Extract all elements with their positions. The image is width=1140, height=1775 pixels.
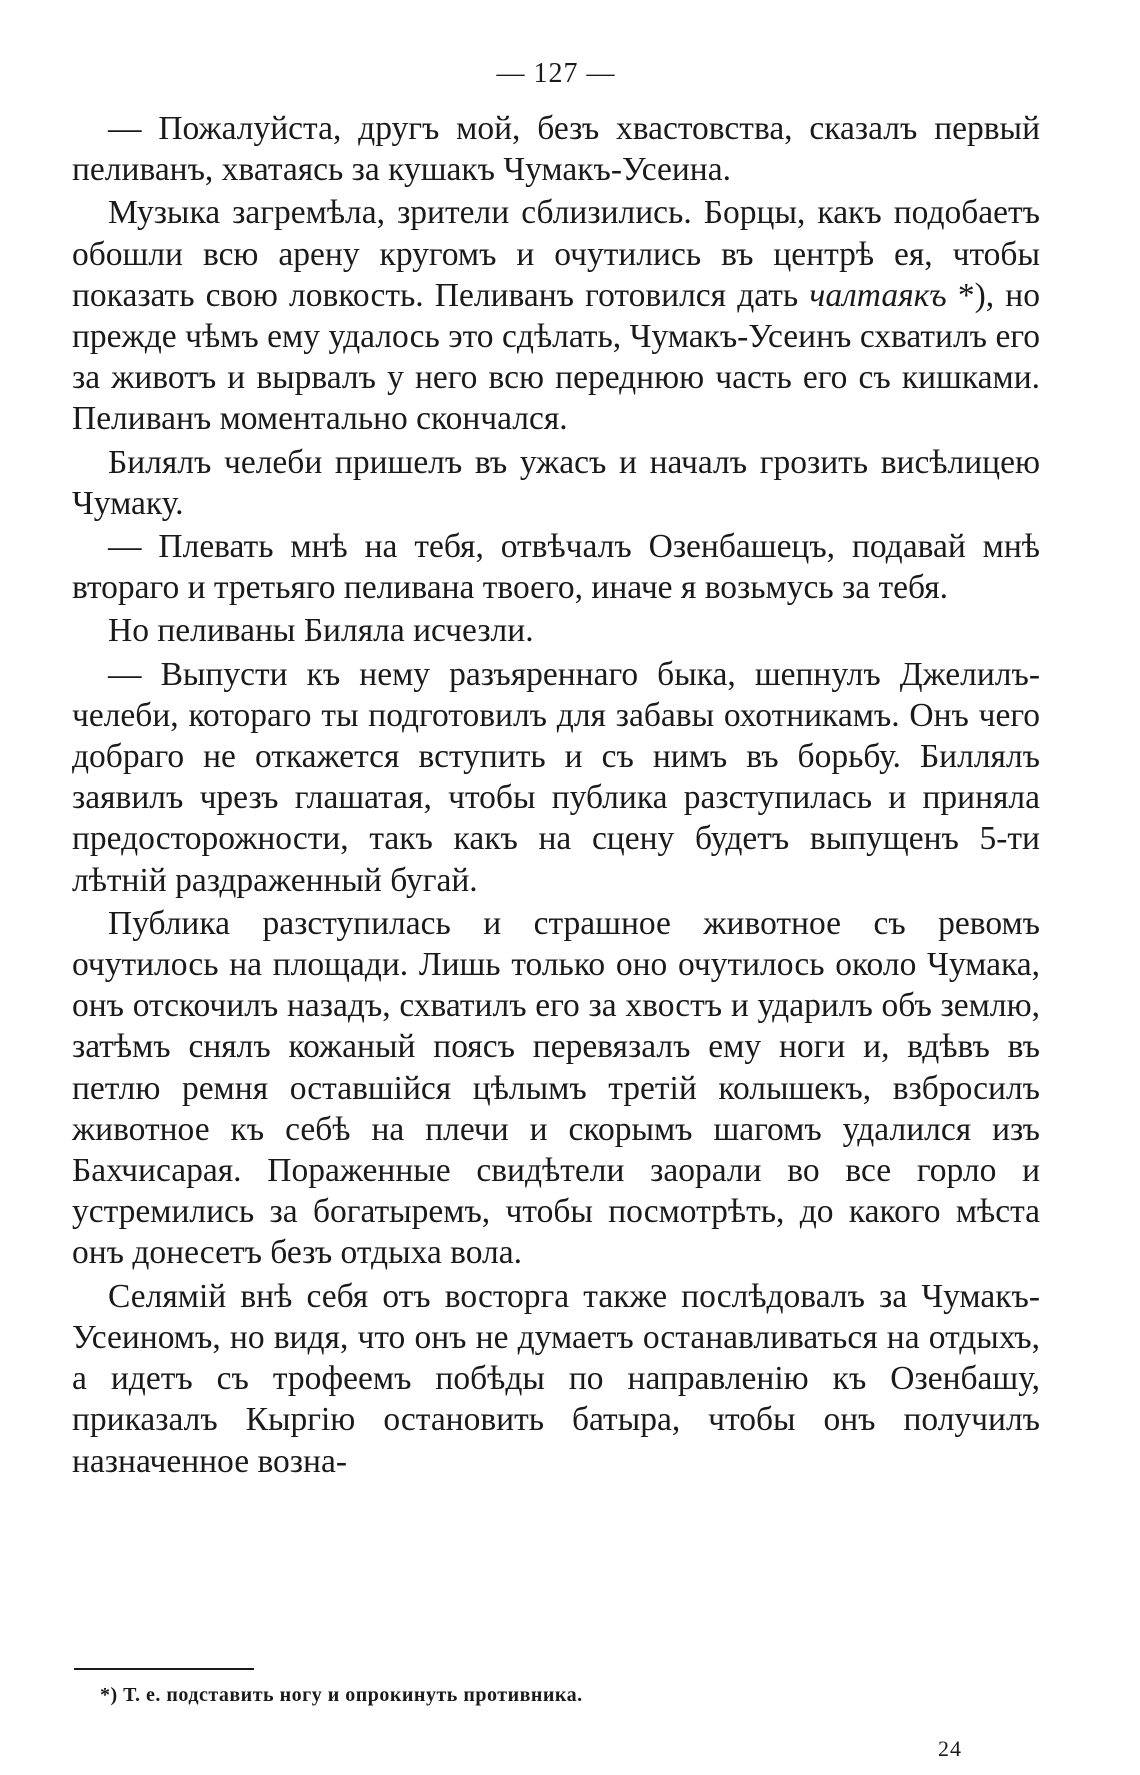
italic-term: чалтаякъ <box>809 276 947 314</box>
paragraph: Билялъ челеби пришелъ въ ужасъ и началъ грозить висѣлицею Чумаку. <box>72 443 1040 522</box>
paragraph: — Выпусти къ нему разъяреннаго быка, шепнулъ Джелилъ-челеби, котораго ты подготовилъ для забавы охотникамъ. Онъ чего добраго не откажется вступить и съ нимъ въ борьбу. Биллялъ заявилъ чрезъ глашатая, чтобы публика разступилась и приняла предосторожности, такъ какъ на сцену будетъ выпущенъ 5-ти лѣтній раздраженный бугай. <box>72 655 1040 899</box>
paragraph: Но пеливаны Биляла исчезли. <box>108 612 534 650</box>
footnote-divider <box>74 1668 254 1670</box>
signature-mark: 24 <box>938 1736 962 1761</box>
page-number: — 127 — <box>496 58 616 89</box>
footnote: *) Т. е. подставить ногу и опрокинуть противника. <box>100 1684 583 1706</box>
paragraph-text: Музыка загремѣла, зрители сблизились. Борцы, какъ подобаетъ обошли всю арену кругомъ и очутились въ центрѣ ея, чтобы показать свою ловкость. Пеливанъ готовился дать <box>72 194 1040 314</box>
paragraph: Селямій внѣ себя отъ восторга также послѣдовалъ за Чумакъ-Усеиномъ, но видя, что онъ не думаетъ останавливаться на отдыхъ, а идетъ съ трофеемъ побѣды по направленію къ Озенбашу, приказалъ Кыргію остановить батыра, чтобы онъ получилъ назначенное возна- <box>72 1277 1040 1480</box>
paragraph-text-cont: *), но прежде чѣмъ ему удалось это сдѣлать, Чумакъ-Усеинъ схватилъ его за животъ и вырвалъ у него всю переднюю часть его съ кишками. Пеливанъ моментально скончался. <box>72 276 1040 438</box>
paragraph: — Пожалуйста, другъ мой, безъ хвастовства, сказалъ первый пеливанъ, хватаясь за кушакъ Чумакъ-Усеина. <box>72 110 1040 189</box>
paragraph: Публика разступилась и страшное животное съ ревомъ очутилось на площади. Лишь только оно очутилось около Чумака, онъ отскочилъ назадъ, схватилъ его за хвостъ и ударилъ объ землю, затѣмъ снялъ кожаный поясъ перевязалъ ему ноги и, вдѣвъ въ петлю ремня оставшійся цѣлымъ третій колышекъ, взбросилъ животное къ себѣ на плечи и скорымъ шагомъ удалился изъ Бахчисарая. Пораженные свидѣтели заорали во все горло и устремились за богатыремъ, чтобы посмотрѣть, до какого мѣста онъ донесетъ безъ отдыха вола. <box>72 904 1040 1272</box>
paragraph <box>72 192 1040 439</box>
body-text <box>72 108 1040 1482</box>
paragraph: — Плевать мнѣ на тебя, отвѣчалъ Озенбашецъ, подавай мнѣ втораго и третьяго пеливана твоего, иначе я возьмусь за тебя. <box>72 528 1040 607</box>
